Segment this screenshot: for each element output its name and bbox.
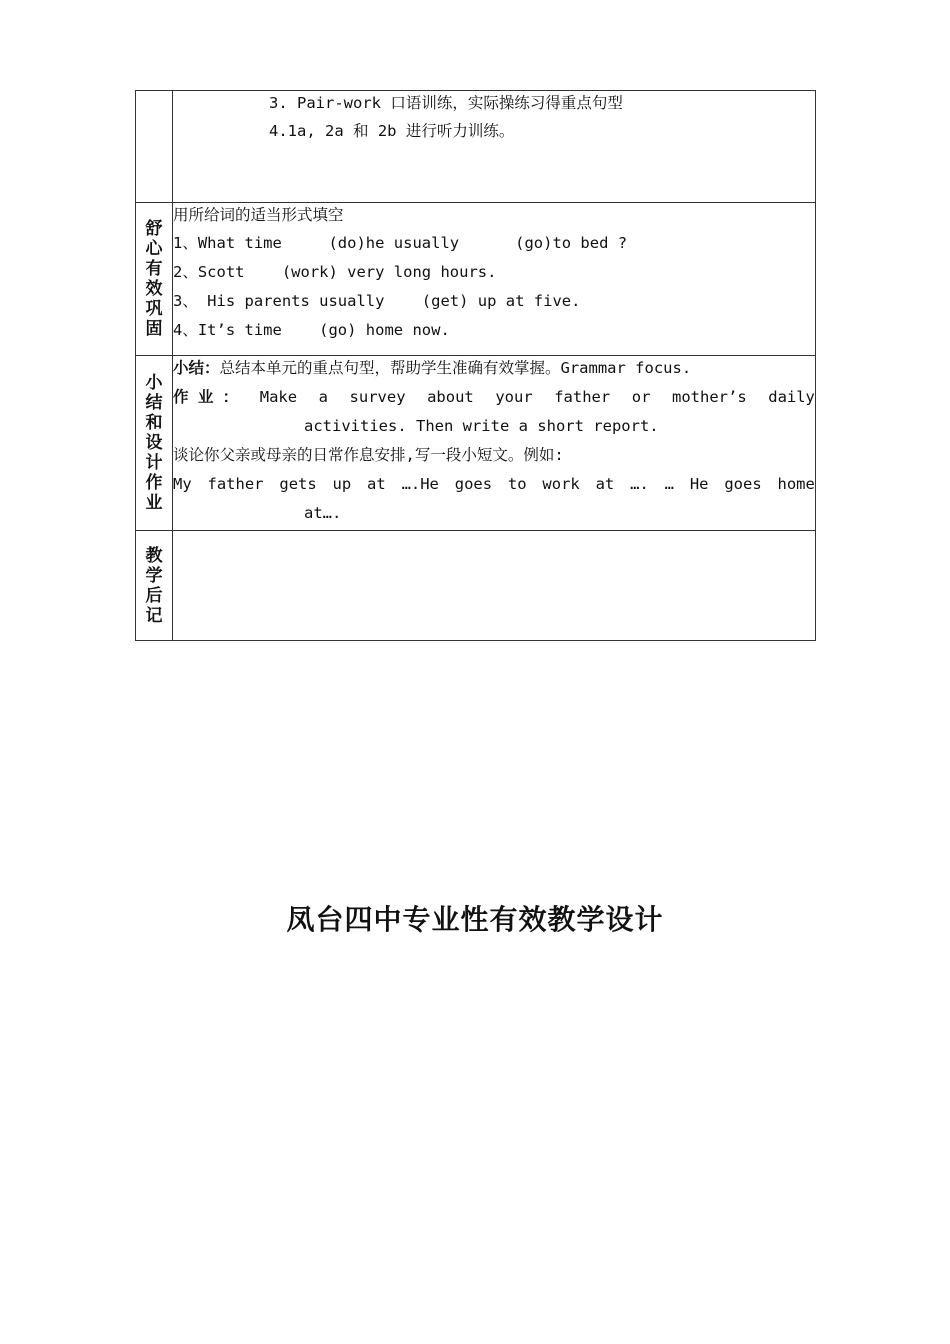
summary-text: 总结本单元的重点句型，帮助学生准确有效掌握。Grammar focus. xyxy=(219,359,692,377)
consolidation-label-cell xyxy=(136,203,173,356)
example-word: home xyxy=(777,475,815,493)
example-word: at xyxy=(595,475,615,493)
homework-word: survey xyxy=(349,388,406,406)
homework-word: father xyxy=(554,388,611,406)
summary-content xyxy=(173,356,816,531)
homework-word: Make xyxy=(259,388,298,406)
summary-label-cell xyxy=(136,356,173,531)
example-word: work xyxy=(542,475,580,493)
exercise-item-1: 1、What time (do)he usually (go)to bed ? xyxy=(173,234,628,252)
summary-row xyxy=(136,356,816,531)
method-line-3: 3. Pair-work 口语训练，实际操练习得重点句型 xyxy=(269,94,623,112)
example-line xyxy=(173,470,815,499)
example-continuation: at…. xyxy=(304,504,342,522)
homework-label: 作 业 ： xyxy=(173,388,239,406)
consolidation-content xyxy=(173,203,816,356)
example-word: goes xyxy=(724,475,762,493)
consolidation-label: 舒心有效巩固 xyxy=(145,219,163,339)
homework-continuation: activities. Then write a short report. xyxy=(304,417,659,435)
example-word: … xyxy=(664,475,674,493)
example-word: up xyxy=(332,475,352,493)
consolidation-row xyxy=(136,203,816,356)
exercise-item-3: 3、 His parents usually (get) up at five. xyxy=(173,292,581,310)
example-word: gets xyxy=(279,475,317,493)
example-word: He xyxy=(689,475,709,493)
homework-word: daily xyxy=(768,388,815,406)
homework-word: or xyxy=(631,388,651,406)
exercise-item-2: 2、Scott (work) very long hours. xyxy=(173,263,497,281)
example-word: ….He xyxy=(401,475,439,493)
homework-word: about xyxy=(427,388,474,406)
example-word: to xyxy=(507,475,527,493)
methods-label-cell xyxy=(136,91,173,203)
methods-content xyxy=(173,91,816,203)
notes-label: 教学后记 xyxy=(145,545,163,626)
summary-label: 小结： xyxy=(173,359,220,377)
homework-line xyxy=(173,383,815,412)
homework-chinese-line: 谈论你父亲或母亲的日常作息安排,写一段小短文。例如: xyxy=(173,446,564,464)
notes-label-cell xyxy=(136,531,173,641)
notes-row xyxy=(136,531,816,641)
homework-word: mother’s xyxy=(672,388,747,406)
methods-row xyxy=(136,91,816,203)
example-word: father xyxy=(207,475,264,493)
lesson-plan-table xyxy=(135,90,816,641)
example-word: goes xyxy=(454,475,493,493)
homework-word: your xyxy=(495,388,533,406)
homework-word: a xyxy=(318,388,328,406)
exercise-instruction: 用所给词的适当形式填空 xyxy=(173,206,344,224)
summary-line xyxy=(173,354,815,383)
example-word: at xyxy=(367,475,386,493)
exercise-item-4: 4、It’s time (go) home now. xyxy=(173,321,450,339)
example-word: …. xyxy=(630,475,649,493)
example-word: My xyxy=(173,475,192,493)
summary-homework-label: 小结和设计作业 xyxy=(145,373,163,513)
method-line-4: 4.1a, 2a 和 2b 进行听力训练。 xyxy=(269,122,515,140)
document-title: 凤台四中专业性有效教学设计 xyxy=(286,903,664,936)
notes-content xyxy=(173,531,816,641)
